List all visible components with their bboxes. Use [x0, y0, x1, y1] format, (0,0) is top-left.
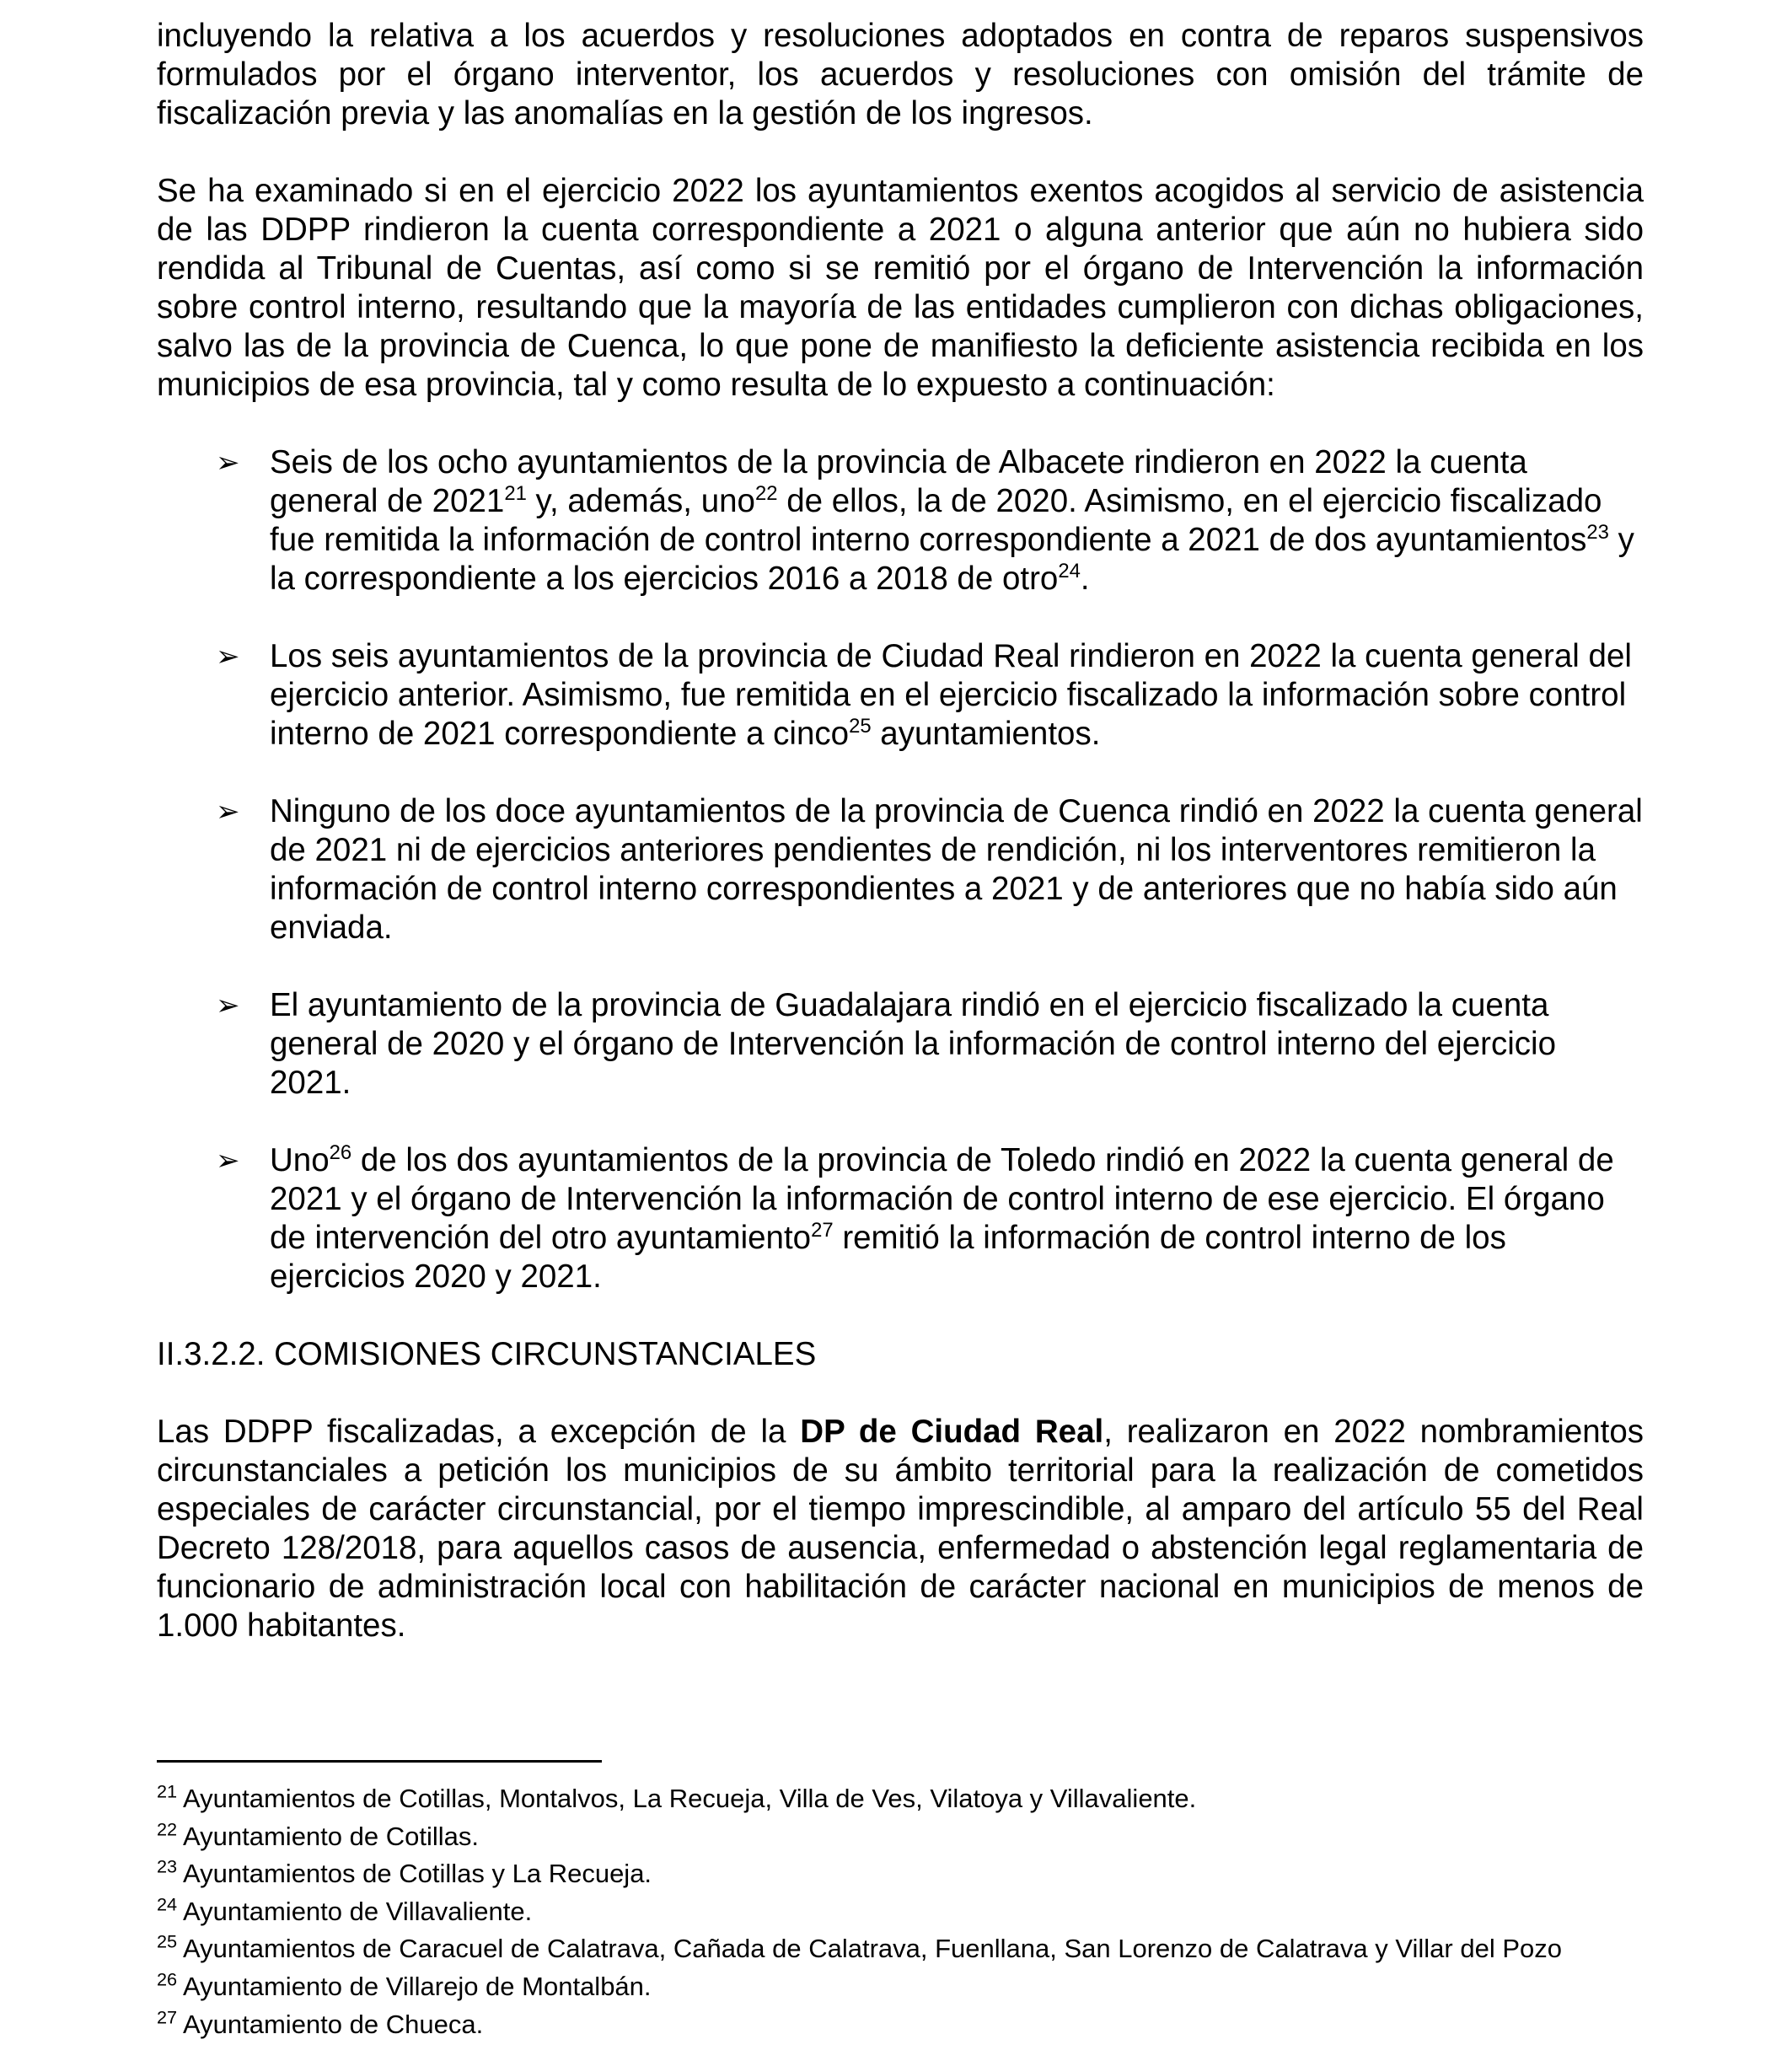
footnote-text: Ayuntamiento de Cotillas. — [177, 1821, 479, 1851]
main-body — [157, 17, 1644, 1645]
footnote-ref: 26 — [329, 1141, 352, 1165]
footnotes — [157, 1780, 1674, 2043]
footnote-separator — [157, 1760, 602, 1763]
arrow-bullet-icon: ➢ — [216, 447, 240, 479]
bullet-text: de los dos ayuntamientos de la provincia de Toledo rindió en 2022 la cuenta general de 2021 y el órgano de Intervención la información de control interno de ese ejercicio. El órgano de intervención del otro ayuntamiento — [270, 1142, 1614, 1256]
bullet-text: remitió la información de control interno de los ejercicios 2020 y 2021. — [270, 1220, 1506, 1295]
footnote — [157, 1893, 1674, 1931]
arrow-bullet-icon: ➢ — [216, 1145, 240, 1177]
footnote-text: Ayuntamientos de Cotillas, Montalvos, La Recueja, Villa de Ves, Vilatoya y Villavaliente. — [177, 1784, 1197, 1813]
footnote-number: 26 — [157, 1968, 178, 1990]
footnote-ref: 22 — [754, 482, 778, 506]
footnote-text: Ayuntamiento de Chueca. — [177, 2009, 484, 2039]
footnote-ref: 25 — [849, 715, 872, 738]
bullet-item-cuenca — [157, 792, 1644, 947]
paragraph-text: Las DDPP fiscalizadas, a excepción de la — [157, 1414, 801, 1450]
bullet-text: Seis de los ocho ayuntamientos de la provincia de Albacete rindieron en 2022 la cuenta general de 2021 — [270, 444, 1527, 519]
footnote-ref: 21 — [504, 482, 527, 506]
footnote-number: 24 — [157, 1893, 178, 1915]
footnote-ref: 27 — [811, 1219, 834, 1242]
footnote — [157, 2006, 1674, 2044]
bullet-item-guadalajara — [157, 986, 1644, 1103]
footnote-number: 23 — [157, 1855, 178, 1877]
footnote-text: Ayuntamientos de Cotillas y La Recueja. — [177, 1859, 652, 1889]
footnote-number: 21 — [157, 1780, 178, 1802]
arrow-bullet-icon: ➢ — [216, 990, 240, 1022]
bullet-text: Los seis ayuntamientos de la provincia de Ciudad Real rindieron en 2022 la cuenta general del ejercicio anterior. Asimismo, fue remitida en el ejercicio fiscalizado la información sobre control interno de 2021 correspondiente a cinco — [270, 638, 1632, 752]
paragraph-comisiones — [157, 1413, 1644, 1645]
footnote-text: Ayuntamiento de Villarejo de Montalbán. — [177, 1971, 652, 2001]
footnote — [157, 1818, 1674, 1856]
bullet-item-toledo — [157, 1141, 1644, 1296]
footnote — [157, 1855, 1674, 1893]
footnote — [157, 1780, 1674, 1818]
arrow-bullet-icon: ➢ — [216, 641, 240, 673]
bullet-text: de ellos, la de 2020. Asimismo, en el ejercicio fiscalizado fue remitida la información de control interno correspondiente a 2021 de dos ayuntamientos — [270, 483, 1602, 558]
bullet-text: y, además, uno — [526, 483, 755, 519]
bold-entity: DP de Ciudad Real — [800, 1414, 1104, 1450]
footnote — [157, 1968, 1674, 2006]
bullet-item-ciudad-real — [157, 637, 1644, 754]
bullet-text: El ayuntamiento de la provincia de Guadalajara rindió en el ejercicio fiscalizado la cuenta general de 2020 y el órgano de Intervención la información de control interno del ejercicio 2021. — [270, 987, 1556, 1101]
footnote-number: 25 — [157, 1931, 178, 1953]
footnote-number: 27 — [157, 2006, 178, 2028]
footnote-number: 22 — [157, 1818, 178, 1840]
bullet-text: y la correspondiente a los ejercicios 2016 a 2018 de otro — [270, 522, 1634, 597]
footnote-text: Ayuntamiento de Villavaliente. — [177, 1896, 533, 1926]
footnote-text: Ayuntamientos de Caracuel de Calatrava, Cañada de Calatrava, Fuenllana, San Lorenzo de Calatrava y Villar del Pozo — [177, 1934, 1562, 1964]
bullet-text: Ninguno de los doce ayuntamientos de la provincia de Cuenca rindió en 2022 la cuenta general de 2021 ni de ejercicios anteriores pendientes de rendición, ni los interventores remitieron la información de control interno correspondientes a 2021 y de anteriores que no había sido aún enviada. — [270, 793, 1643, 946]
footnote-ref: 23 — [1586, 521, 1609, 545]
paragraph-intro: Se ha examinado si en el ejercicio 2022 los ayuntamientos exentos acogidos al servicio de asistencia de las DDPP rindieron la cuenta correspondiente a 2021 o alguna anterior que aún no hubiera sido rendida al Tribunal de Cuentas, así como si se remitió por el órgano de Intervención la información sobre control interno, resultando que la mayoría de las entidades cumplieron con dichas obligaciones, salvo las de la provincia de Cuenca, lo que pone de manifiesto la deficiente asistencia recibida en los municipios de esa provincia, tal y como resulta de lo expuesto a continuación: — [157, 173, 1644, 403]
footnote — [157, 1930, 1674, 1968]
bullet-item-albacete — [157, 443, 1644, 598]
paragraph-text: , realizaron en 2022 nombramientos circunstanciales a petición los municipios de su ámbito territorial para la realización de cometidos especiales de carácter circunstancial, por el tiempo imprescindible, al amparo del artículo 55 del Real Decreto 128/2018, para aquellos casos de ausencia, enfermedad o abstención legal reglamentaria de funcionario de administración local con habilitación de carácter nacional en municipios de menos de 1.000 habitantes. — [157, 1414, 1644, 1644]
bullet-text: Uno — [270, 1142, 330, 1178]
paragraph-continuation: incluyendo la relativa a los acuerdos y resoluciones adoptados en contra de reparos suspensivos formulados por el órgano interventor, los acuerdos y resoluciones con omisión del trámite de fiscalización previa y las anomalías en la gestión de los ingresos. — [157, 18, 1644, 131]
bullet-list — [157, 443, 1644, 1296]
section-heading: II.3.2.2. COMISIONES CIRCUNSTANCIALES — [157, 1336, 817, 1372]
bullet-text: ayuntamientos. — [871, 716, 1101, 752]
footnote-ref: 24 — [1058, 560, 1081, 583]
arrow-bullet-icon: ➢ — [216, 796, 240, 828]
bullet-text: . — [1080, 561, 1090, 597]
